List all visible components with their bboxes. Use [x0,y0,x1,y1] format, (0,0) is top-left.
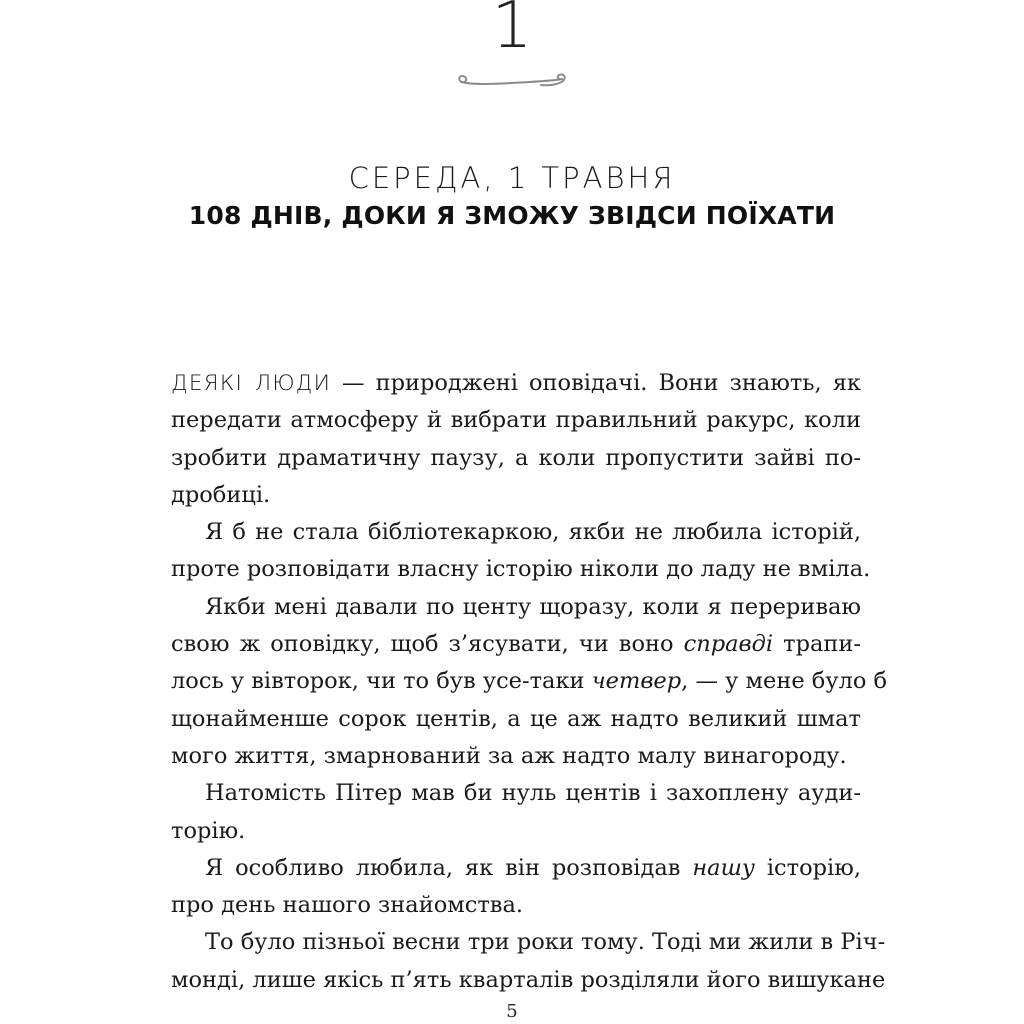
paragraph [171,514,871,589]
text-fragment: Я особливо любила, як він розповідав [205,854,693,881]
text-line: дробиці. [171,481,271,508]
emphasis-text: нашу [692,854,755,881]
text-line: Якби мені давали по центу щоразу, коли я перериваю [205,593,861,620]
text-fragment: лось у вівторок, чи то був усе-таки [171,668,592,695]
paragraph [171,775,861,850]
text-fragment: , — у мене було б [681,668,888,695]
paragraph [171,924,886,999]
emphasis-text: справді [683,631,774,658]
text-line: Натомість Пітер мав би нуль центів і захоплену ауди- [205,780,861,807]
text-line [171,663,888,700]
chapter-date-heading: СЕРЕДА, 1 ТРАВНЯ [348,161,676,195]
text-fragment: — природжені оповідачі. Вони знають, як [331,370,861,396]
text-line: мого життя, змарнований за аж надто малу винагороду. [171,742,847,769]
swash-divider-icon [455,70,569,92]
text-line: Я б не стала бібліотекаркою, якби не любила історій, [205,519,861,546]
lead-in-smallcaps: ДЕЯКІ ЛЮДИ [171,371,332,396]
text-line: щонайменше сорок центів, а це аж надто великий шмат [171,705,861,732]
page-number: 5 [506,1001,518,1022]
chapter-number: 1 [491,0,533,63]
paragraph [171,365,861,514]
text-fragment: свою ж оповідку, щоб з’ясувати, чи воно [171,631,684,658]
body-text [171,365,888,999]
text-line: про день нашого знайомства. [171,892,524,919]
text-line: торію. [171,817,246,844]
text-fragment: трапи- [773,631,862,658]
text-line: То було пізньої весни три роки тому. Тоді ми жили в Річ- [205,929,886,956]
text-line [171,626,861,663]
text-line: передати атмосферу й вибрати правильний ракурс, коли [171,407,861,434]
text-line: проте розповідати власну історію ніколи до ладу не вміла. [171,556,871,583]
text-line [171,850,861,887]
text-line: монді, лише якісь п’ять кварталів розділяли його вишукане [171,966,886,993]
chapter-subtitle: 108 ДНІВ, ДОКИ Я ЗМОЖУ ЗВІДСИ ПОЇХАТИ [188,201,836,230]
text-line: зробити драматичну паузу, а коли пропустити зайві по- [171,444,861,471]
paragraph [171,589,888,775]
text-line [171,365,861,402]
text-fragment: історію, [754,854,861,881]
paragraph [171,850,861,925]
emphasis-text: четвер [591,668,682,695]
